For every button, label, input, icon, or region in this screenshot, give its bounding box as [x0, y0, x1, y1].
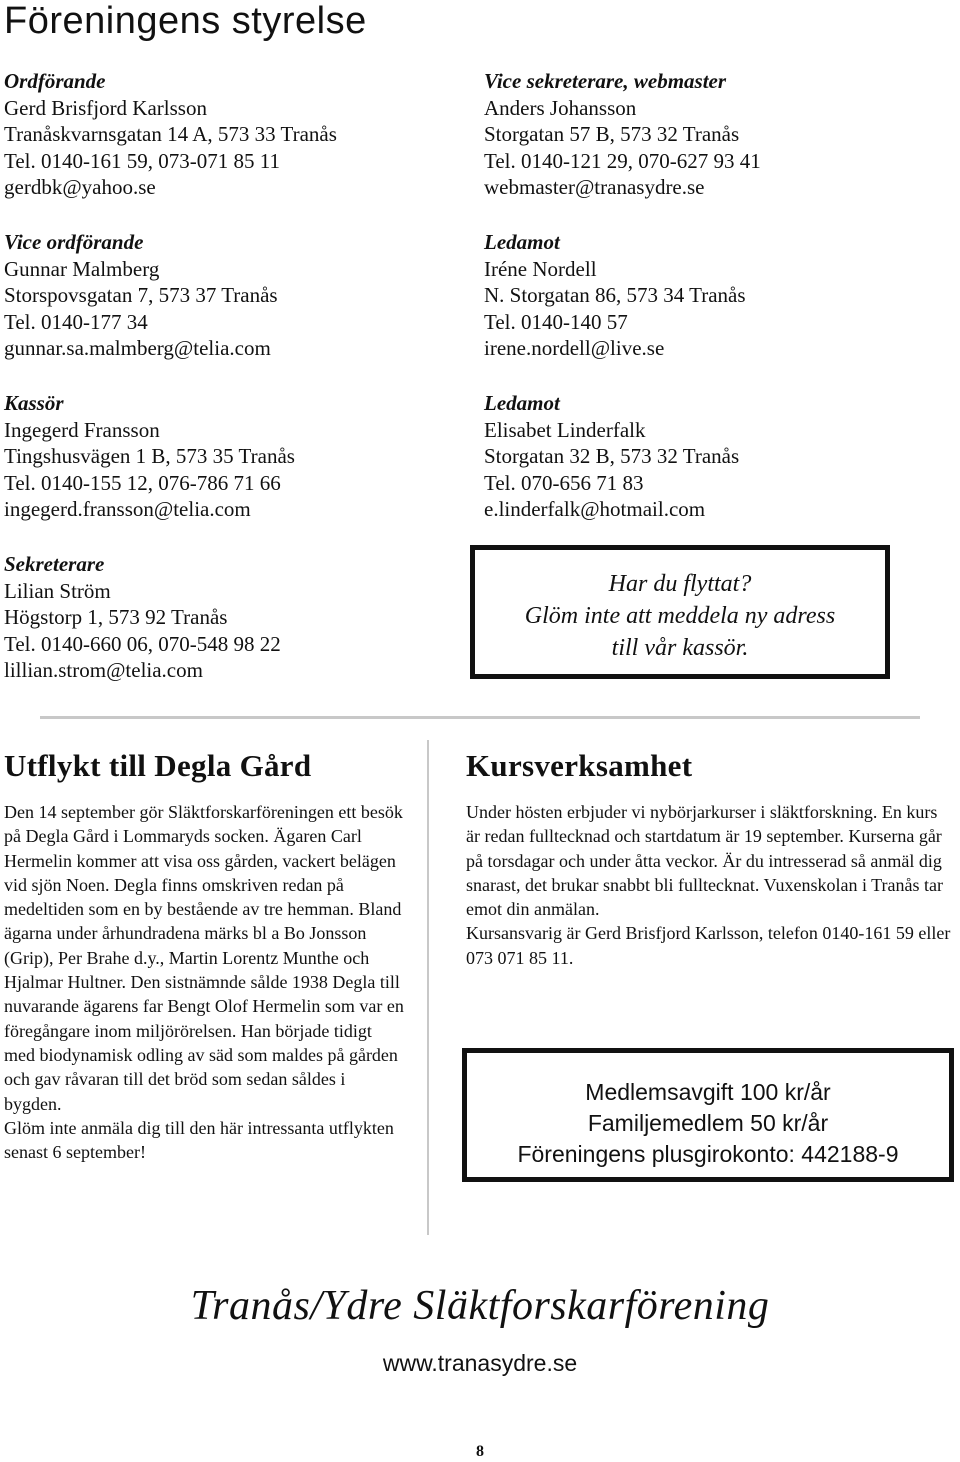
member-address: N. Storgatan 86, 573 34 Tranås	[484, 283, 746, 307]
notice-line: Har du flyttat?	[608, 571, 752, 597]
member-name: Anders Johansson	[484, 95, 637, 120]
member-name: Gerd Brisfjord Karlsson	[4, 95, 207, 120]
member-name: Lilian Ström	[4, 578, 111, 603]
excursion-paragraph: Glöm inte anmäla dig till den här intressanta utflykten senast 6 september!	[4, 1117, 394, 1163]
vertical-divider	[427, 740, 429, 1235]
member-role: Ordförande	[4, 69, 106, 93]
member-phone: Tel. 0140-660 06, 070-548 98 22	[4, 631, 281, 656]
member-phone: Tel. 0140-121 29, 070-627 93 41	[484, 148, 761, 173]
notice-line: till vår kassör.	[611, 635, 749, 661]
member-address: Tranåskvarnsgatan 14 A, 573 33 Tranås	[4, 122, 337, 146]
courses-paragraph: Kursansvarig är Gerd Brisfjord Karlsson, telefon 0140-161 59 eller 073 071 85 11.	[466, 923, 951, 968]
excursion-paragraph: Den 14 september gör Släktforskarföreningen ett besök på Degla Gård i Lommaryds socken. Ägaren Carl Hermelin kommer att visa oss gården, vackert belägen vid sjön Noen. Degla finns omskriven redan på medeltiden som en by bestående av tre hemman. Bland ägarna under århundradena märks bl a Bo Jonsson (Grip), Per Brahe d.y., Martin Lorentz Munthe och Hjalmar Hultner. Den sistnämnde sålde 1938 Degla till nuvarande ägarens far Bengt Olof Hermelin som var en föregångare inom miljörörelsen. Han började tidigt med biodynamisk odling av säd som maldes på gården och gav råvaran till det bröd som sedan såldes i bygden.	[4, 802, 404, 1114]
member-phone: Tel. 0140-161 59, 073-071 85 11	[4, 148, 280, 173]
member-address: Storgatan 57 B, 573 32 Tranås	[484, 122, 740, 146]
board-member-chairman	[4, 68, 337, 201]
member-address: Högstorp 1, 573 92 Tranås	[4, 605, 228, 629]
member-address: Storspovsgatan 7, 573 37 Tranås	[4, 283, 278, 307]
member-email: lillian.strom@telia.com	[4, 658, 203, 682]
website-link[interactable]: www.tranasydre.se	[382, 1350, 578, 1376]
fee-line: Familjemedlem 50 kr/år	[587, 1110, 829, 1136]
excursion-body	[4, 800, 404, 1164]
notice-line: Glöm inte att meddela ny adress	[524, 603, 836, 629]
member-email: webmaster@tranasydre.se	[484, 175, 705, 199]
member-phone: Tel. 0140-177 34	[4, 309, 148, 334]
board-member-vice-chairman	[4, 229, 278, 362]
board-member-member-2	[484, 390, 739, 523]
member-phone: Tel. 070-656 71 83	[484, 470, 644, 495]
member-email: gunnar.sa.malmberg@telia.com	[4, 336, 271, 360]
fee-line: Föreningens plusgirokonto: 442188-9	[517, 1141, 899, 1167]
member-name: Iréne Nordell	[484, 256, 597, 281]
courses-body	[466, 800, 954, 970]
membership-fee-box	[462, 1048, 954, 1182]
excursion-heading: Utflykt till Degla Gård	[4, 748, 312, 783]
page-number: 8	[476, 1443, 484, 1460]
horizontal-divider	[40, 716, 920, 719]
member-address: Storgatan 32 B, 573 32 Tranås	[484, 444, 740, 468]
member-role: Kassör	[4, 391, 64, 415]
member-name: Gunnar Malmberg	[4, 256, 160, 281]
member-email: ingegerd.fransson@telia.com	[4, 497, 251, 521]
excursion-article	[4, 748, 404, 1164]
member-name: Elisabet Linderfalk	[484, 417, 646, 442]
member-name: Ingegerd Fransson	[4, 417, 160, 442]
member-email: e.linderfalk@hotmail.com	[484, 497, 706, 521]
courses-paragraph: Under hösten erbjuder vi nybörjarkurser i släktforskning. En kurs är redan fulltecknad och startdatum är 19 september. Kurserna går på torsdagar och under åtta veckor. Är du intresserad så anmäl dig snarast, det brukar snabbt bli fulltecknat. Vuxenskolan i Tranås tar emot din anmälan.	[466, 802, 943, 920]
member-role: Sekreterare	[4, 552, 105, 576]
member-role: Ledamot	[484, 391, 560, 415]
courses-heading: Kursverksamhet	[466, 748, 693, 783]
society-name: Tranås/Ydre Släktforskarförening	[190, 1283, 770, 1329]
fee-line: Medlemsavgift 100 kr/år	[585, 1079, 831, 1105]
member-address: Tingshusvägen 1 B, 573 35 Tranås	[4, 444, 295, 468]
member-phone: Tel. 0140-155 12, 076-786 71 66	[4, 470, 281, 495]
page-title: Föreningens styrelse	[4, 0, 367, 42]
board-member-vice-secretary	[484, 68, 761, 201]
member-email: irene.nordell@live.se	[484, 336, 665, 360]
courses-article	[466, 748, 954, 970]
member-role: Vice ordförande	[4, 230, 144, 254]
board-member-member-1	[484, 229, 746, 362]
member-role: Vice sekreterare, webmaster	[484, 69, 727, 93]
member-email: gerdbk@yahoo.se	[4, 175, 156, 199]
board-member-secretary	[4, 551, 281, 684]
moved-notice-box	[470, 545, 890, 679]
member-role: Ledamot	[484, 230, 560, 254]
board-member-treasurer	[4, 390, 295, 523]
member-phone: Tel. 0140-140 57	[484, 309, 628, 334]
